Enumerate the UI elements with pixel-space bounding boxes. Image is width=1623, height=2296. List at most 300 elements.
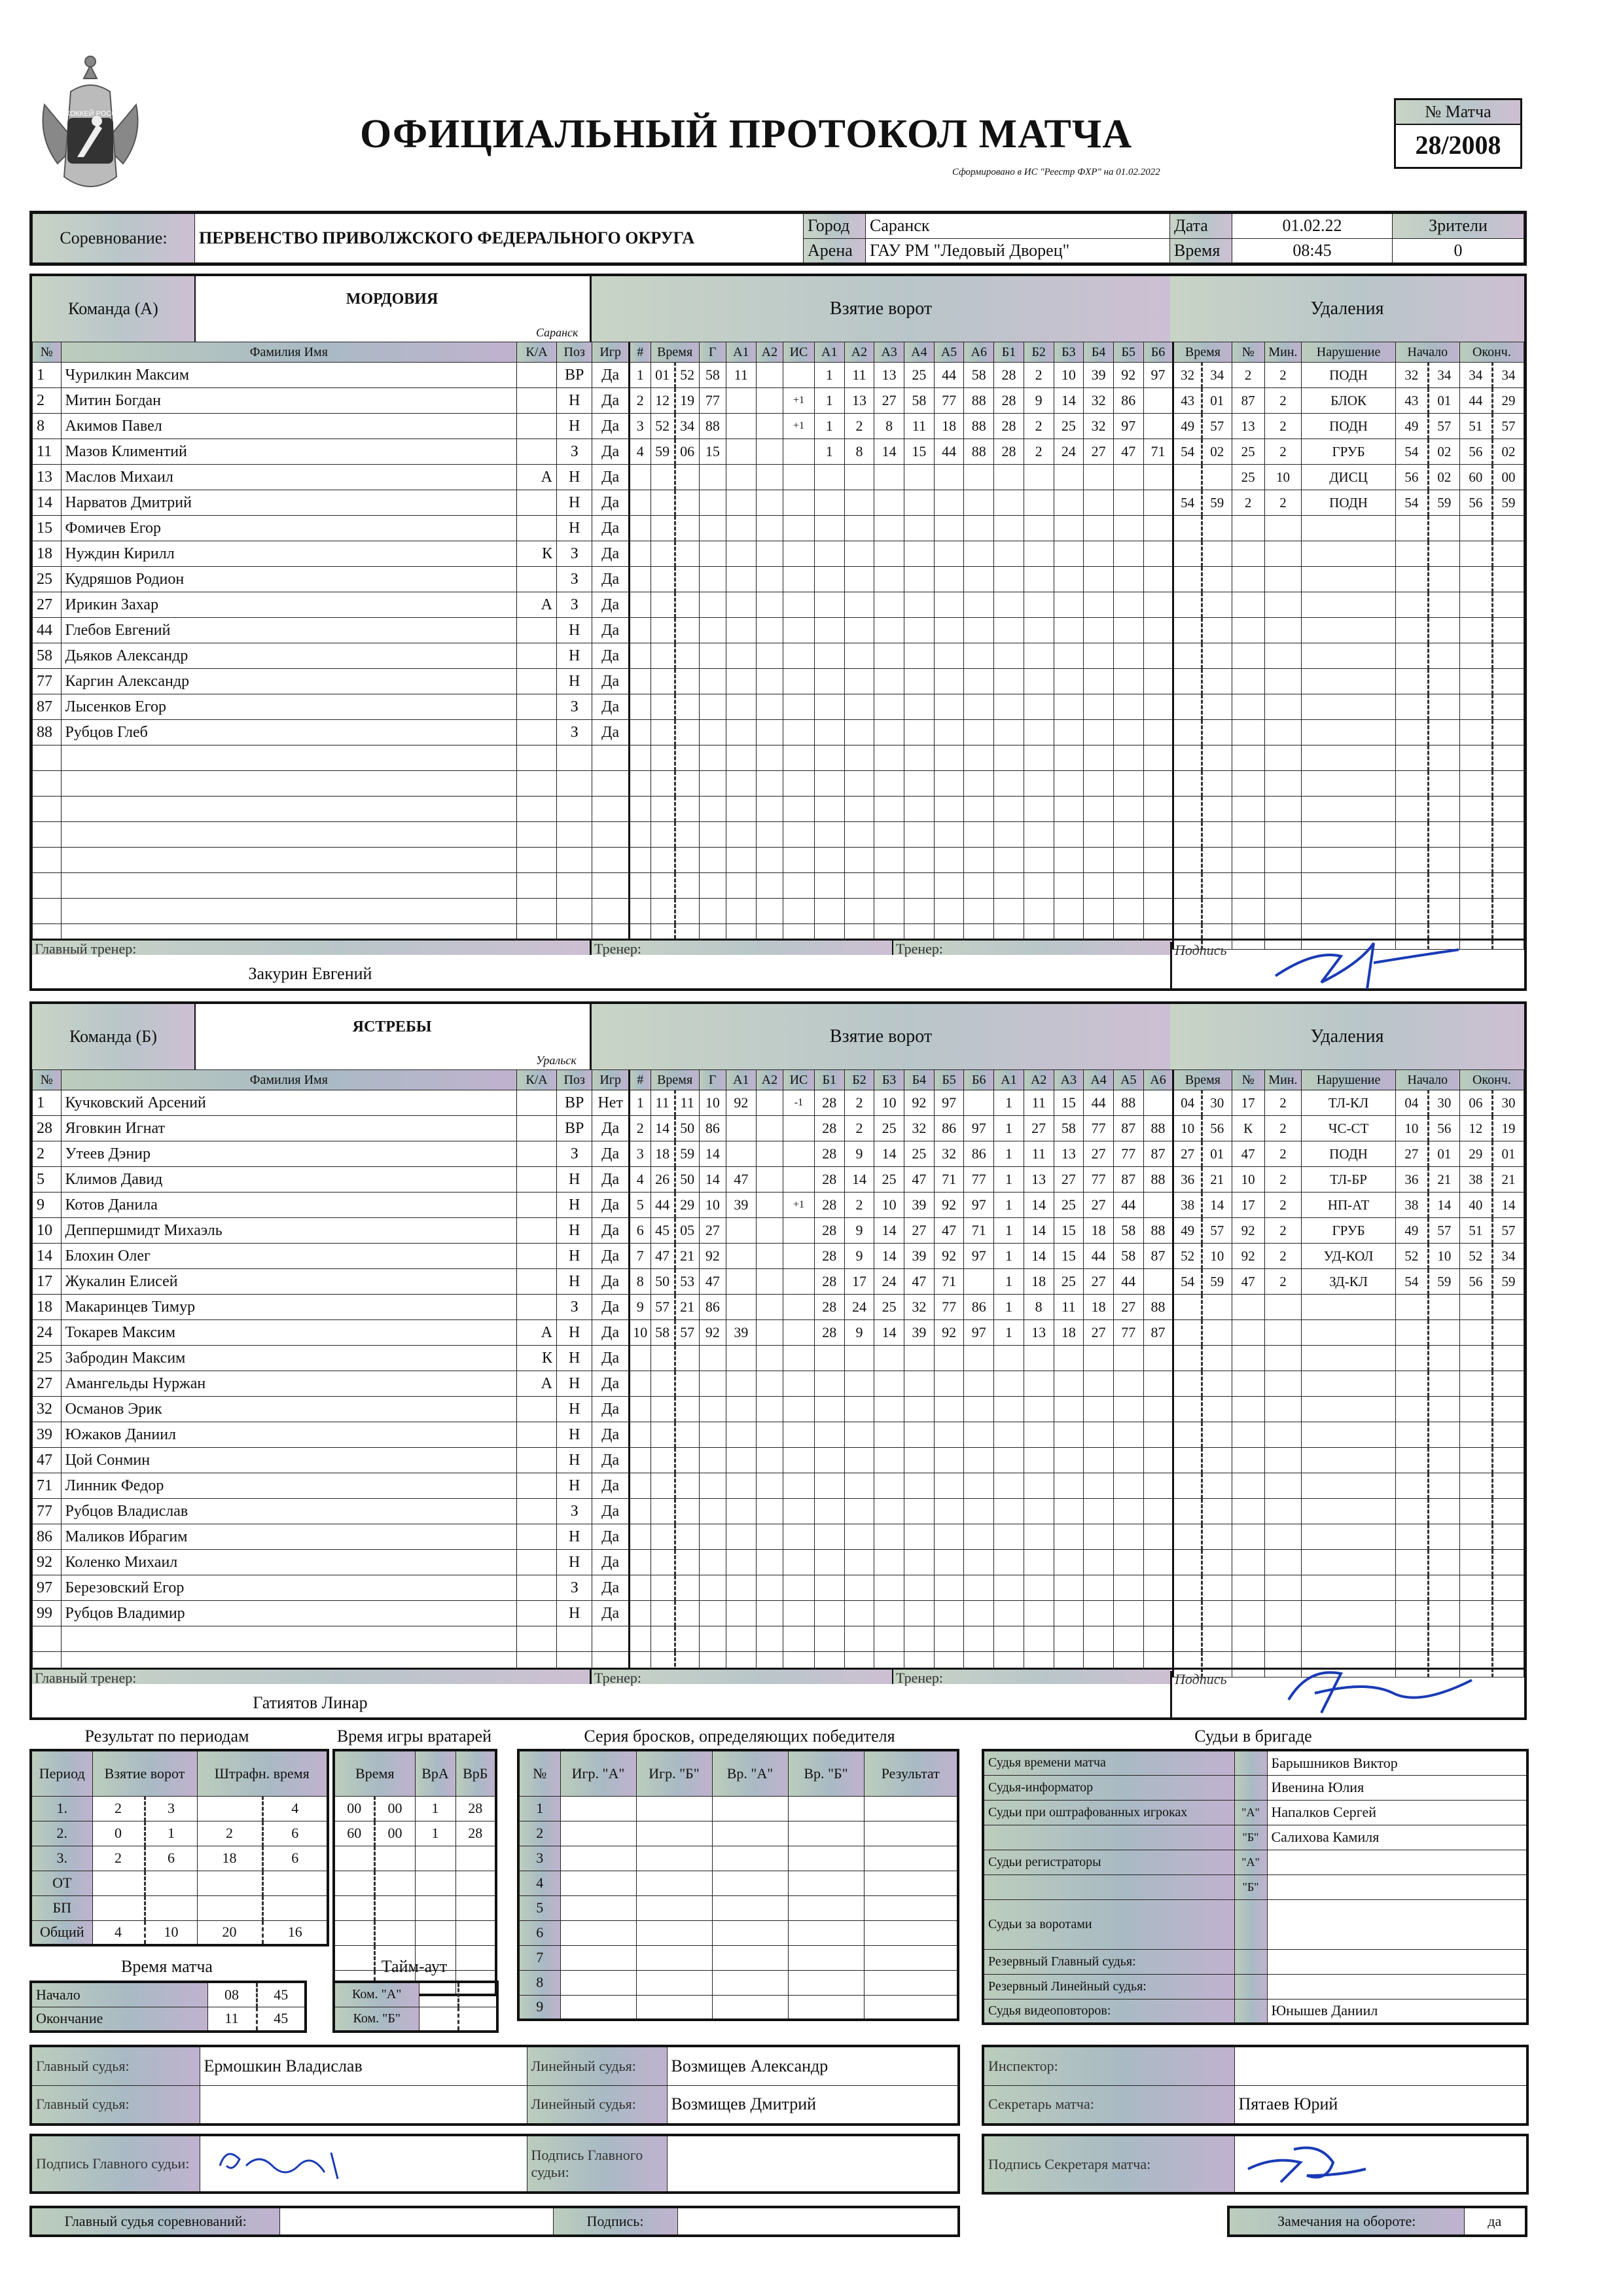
- penalty-cell: [1232, 797, 1264, 822]
- penalty-cell: [1492, 541, 1524, 567]
- goal-cell: [629, 822, 651, 848]
- goal-cell: 25: [874, 1295, 904, 1320]
- goal-cell: 58: [1113, 1244, 1143, 1269]
- goal-cell: [1084, 1524, 1114, 1550]
- player-row: [33, 1269, 1524, 1295]
- officials-table: [982, 1749, 1529, 2025]
- goal-cell: [1054, 822, 1084, 848]
- player-position: Н: [557, 490, 592, 516]
- official-name: [1267, 1874, 1527, 1899]
- date-label: Дата: [1170, 214, 1232, 239]
- shootout-col-header: Вр. "Б": [788, 1750, 864, 1796]
- goal-cell: [675, 465, 699, 490]
- player-name: [61, 745, 517, 771]
- penalty-cell: [1395, 848, 1428, 873]
- player-row: [33, 771, 1524, 797]
- penalty-cell: [1492, 771, 1524, 797]
- goal-cell: 28: [814, 1090, 844, 1116]
- goal-cell: [651, 694, 675, 720]
- goal-cell: 92: [934, 1320, 964, 1346]
- penalty-cell: 52: [1395, 1244, 1428, 1269]
- player-number: 11: [33, 439, 62, 465]
- penalty-cell: [1173, 541, 1202, 567]
- goal-cell: [994, 797, 1024, 822]
- goal-cell: 92: [699, 1244, 726, 1269]
- goal-cell: [1143, 669, 1173, 694]
- player-name: Нарватов Дмитрий: [61, 490, 517, 516]
- player-name: Котов Данила: [61, 1193, 517, 1218]
- goal-cell: 25: [1054, 1269, 1084, 1295]
- goal-cell: [1143, 745, 1173, 771]
- penalty-cell: [1492, 822, 1524, 848]
- goal-col-header: Б3: [1054, 342, 1084, 363]
- player-plays: Да: [592, 669, 630, 694]
- goal-cell: 10: [629, 1320, 651, 1346]
- player-captain: [517, 822, 557, 848]
- goal-cell: 1: [994, 1141, 1024, 1167]
- goal-cell: [756, 363, 783, 388]
- goal-cell: [651, 1601, 675, 1626]
- penalty-cell: 29: [1492, 388, 1524, 414]
- goal-cell: [874, 873, 904, 899]
- penalty-cell: [1459, 618, 1492, 643]
- penalty-col-header: Оконч.: [1459, 1070, 1524, 1090]
- shootout-cell: [636, 1895, 712, 1920]
- goal-cell: [934, 490, 964, 516]
- goal-cell: 77: [1084, 1116, 1114, 1141]
- player-name: Лысенков Егор: [61, 694, 517, 720]
- goal-cell: 97: [964, 1116, 994, 1141]
- goal-cell: 47: [904, 1167, 935, 1193]
- goal-cell: [675, 516, 699, 541]
- penalty-cell: 2: [1264, 439, 1302, 465]
- goal-cell: [814, 745, 844, 771]
- goal-col-header: Время: [651, 342, 699, 363]
- penalty-cell: [1173, 771, 1202, 797]
- goal-cell: [756, 745, 783, 771]
- player-number: 32: [33, 1397, 62, 1422]
- goal-cell: [964, 1090, 994, 1116]
- player-captain: [517, 873, 557, 899]
- info-bar: [29, 211, 1527, 266]
- goalie-row: [334, 1796, 496, 1821]
- penalty-cell: [1232, 1499, 1264, 1524]
- goal-cell: [814, 1371, 844, 1397]
- goal-cell: 58: [651, 1320, 675, 1346]
- goal-cell: [964, 771, 994, 797]
- penalty-cell: [1459, 873, 1492, 899]
- goal-cell: [675, 1422, 699, 1448]
- player-row: [33, 1575, 1524, 1601]
- goal-cell: 14: [874, 1320, 904, 1346]
- player-plays: Да: [592, 1116, 630, 1141]
- goalie-cell: 1: [415, 1821, 455, 1846]
- player-position: ВР: [557, 1116, 592, 1141]
- goal-cell: [814, 771, 844, 797]
- goal-cell: [1143, 899, 1173, 924]
- penalty-cell: [1302, 1320, 1396, 1346]
- penalty-cell: [1232, 1626, 1264, 1652]
- penalty-cell: 01: [1428, 388, 1459, 414]
- goal-cell: [844, 1550, 874, 1575]
- player-position: ВР: [557, 1090, 592, 1116]
- goal-cell: [699, 694, 726, 720]
- goal-cell: [726, 1448, 756, 1473]
- goal-cell: [629, 1601, 651, 1626]
- goal-cell: [1084, 771, 1114, 797]
- goal-cell: 18: [1054, 1320, 1084, 1346]
- ka-header: К/А: [517, 1070, 557, 1090]
- goal-cell: [934, 694, 964, 720]
- goal-cell: [651, 1448, 675, 1473]
- shootout-cell: [864, 1945, 958, 1970]
- goal-cell: 28: [994, 363, 1024, 388]
- goal-cell: [699, 720, 726, 745]
- penalty-cell: [1264, 1295, 1302, 1320]
- goal-cell: 9: [844, 1320, 874, 1346]
- goal-cell: 15: [1054, 1218, 1084, 1244]
- player-position: Н: [557, 1397, 592, 1422]
- player-plays: Да: [592, 1141, 630, 1167]
- goal-cell: 21: [675, 1244, 699, 1269]
- goal-cell: [675, 1601, 699, 1626]
- player-row: [33, 848, 1524, 873]
- goal-cell: [1024, 1422, 1054, 1448]
- goal-cell: [844, 1575, 874, 1601]
- goal-cell: [699, 592, 726, 618]
- player-plays: Да: [592, 516, 630, 541]
- player-position: З: [557, 1295, 592, 1320]
- shootout-cell: [788, 1846, 864, 1871]
- goal-cell: [629, 465, 651, 490]
- goal-cell: [814, 1575, 844, 1601]
- goal-cell: 8: [844, 439, 874, 465]
- goal-cell: [994, 694, 1024, 720]
- goal-cell: [904, 1448, 935, 1473]
- goal-col-header: Время: [651, 1070, 699, 1090]
- goal-cell: 18: [1084, 1295, 1114, 1320]
- goal-cell: 27: [1084, 1193, 1114, 1218]
- goal-cell: 18: [1024, 1269, 1054, 1295]
- penalty-cell: 30: [1202, 1090, 1232, 1116]
- penalty-cell: [1428, 848, 1459, 873]
- goal-cell: [1113, 567, 1143, 592]
- goal-cell: 15: [699, 439, 726, 465]
- goal-cell: [1054, 1550, 1084, 1575]
- penalty-cell: [1492, 643, 1524, 669]
- goal-cell: [629, 567, 651, 592]
- penalty-col-header: Начало: [1395, 1070, 1459, 1090]
- goal-cell: [814, 1422, 844, 1448]
- goal-cell: 52: [651, 414, 675, 439]
- goal-cell: [756, 541, 783, 567]
- penalty-cell: [1202, 720, 1232, 745]
- goal-cell: [1084, 1601, 1114, 1626]
- penalty-cell: [1302, 771, 1396, 797]
- penalty-cell: [1395, 1371, 1428, 1397]
- goal-cell: 15: [1054, 1244, 1084, 1269]
- penalty-cell: [1264, 848, 1302, 873]
- goal-cell: [814, 822, 844, 848]
- goalie-time-title: Время игры вратарей: [336, 1727, 492, 1746]
- goal-cell: 53: [675, 1269, 699, 1295]
- goal-cell: [783, 694, 815, 720]
- goal-cell: [629, 516, 651, 541]
- player-captain: [517, 1550, 557, 1575]
- penalty-cell: [1173, 1626, 1202, 1652]
- player-number: [33, 848, 62, 873]
- shootout-cell: [788, 1871, 864, 1895]
- player-position: Н: [557, 1473, 592, 1499]
- penalty-cell: [1459, 1626, 1492, 1652]
- goal-cell: 77: [1113, 1320, 1143, 1346]
- penalty-cell: 59: [1428, 490, 1459, 516]
- penalty-cell: [1428, 1397, 1459, 1422]
- official-role: Судья времени матча: [983, 1750, 1234, 1775]
- player-row: [33, 797, 1524, 822]
- shootout-cell: [788, 1945, 864, 1970]
- goal-cell: 47: [904, 1269, 935, 1295]
- goalie-cell: [415, 1895, 455, 1920]
- penalty-cell: [1459, 1422, 1492, 1448]
- shootout-cell: [636, 1995, 712, 2020]
- penalty-cell: 2: [1264, 414, 1302, 439]
- goal-cell: 2: [844, 1090, 874, 1116]
- goal-cell: 97: [934, 1090, 964, 1116]
- goal-cell: [964, 1575, 994, 1601]
- penalty-cell: [1264, 669, 1302, 694]
- goal-cell: 2: [629, 1116, 651, 1141]
- penalty-cell: [1302, 745, 1396, 771]
- player-plays: Нет: [592, 1090, 630, 1116]
- player-number: 17: [33, 1269, 62, 1295]
- goal-cell: [934, 1473, 964, 1499]
- goal-cell: [994, 618, 1024, 643]
- goal-cell: [726, 1575, 756, 1601]
- penalty-col-header: Мин.: [1264, 342, 1302, 363]
- player-captain: [517, 1116, 557, 1141]
- goal-cell: +1: [783, 1193, 815, 1218]
- player-position: Н: [557, 516, 592, 541]
- goal-cell: 39: [904, 1320, 935, 1346]
- penalty-cell: [1459, 1601, 1492, 1626]
- penalty-cell: [1202, 1371, 1232, 1397]
- penalty-cell: [1459, 822, 1492, 848]
- goal-cell: [651, 465, 675, 490]
- goal-cell: [964, 899, 994, 924]
- penalty-cell: 27: [1395, 1141, 1428, 1167]
- goal-cell: [934, 1550, 964, 1575]
- player-position: Н: [557, 1269, 592, 1295]
- player-row: [33, 720, 1524, 745]
- shootout-cell: [560, 1821, 636, 1846]
- goal-cell: [874, 1371, 904, 1397]
- goal-cell: [1054, 1601, 1084, 1626]
- player-number: 27: [33, 592, 62, 618]
- goal-cell: [1024, 745, 1054, 771]
- penalty-cell: ТЛ-БР: [1302, 1167, 1396, 1193]
- goal-cell: [874, 1575, 904, 1601]
- goal-cell: [783, 873, 815, 899]
- penalty-cell: 2: [1264, 1141, 1302, 1167]
- goal-cell: 25: [874, 1167, 904, 1193]
- goal-cell: [1143, 848, 1173, 873]
- shootout-cell: [560, 1796, 636, 1821]
- penalty-cell: 2: [1264, 388, 1302, 414]
- penalty-cell: 49: [1395, 414, 1428, 439]
- player-captain: [517, 1499, 557, 1524]
- penalty-cell: 2: [1232, 363, 1264, 388]
- goal-cell: [651, 618, 675, 643]
- player-plays: Да: [592, 1320, 630, 1346]
- goal-cell: [934, 669, 964, 694]
- player-captain: [517, 694, 557, 720]
- penalty-cell: [1202, 516, 1232, 541]
- player-row: [33, 1193, 1524, 1218]
- goal-cell: +1: [783, 388, 815, 414]
- player-number: [33, 745, 62, 771]
- team-b-penalties-label: Удаления: [1170, 1004, 1524, 1069]
- goal-cell: [934, 465, 964, 490]
- shootout-col-header: Вр. "А": [712, 1750, 788, 1796]
- goal-cell: 11: [726, 363, 756, 388]
- goal-cell: [756, 592, 783, 618]
- penalty-cell: 01: [1202, 388, 1232, 414]
- goal-cell: [675, 1371, 699, 1397]
- goal-cell: [964, 516, 994, 541]
- shootout-row: [518, 1995, 958, 2020]
- goal-cell: [783, 618, 815, 643]
- match-start-label: Начало: [31, 1982, 207, 2007]
- goal-cell: 86: [964, 1141, 994, 1167]
- goal-cell: 47: [1113, 439, 1143, 465]
- chief-sig-label: Подпись:: [553, 2207, 677, 2236]
- player-name: Ирикин Захар: [61, 592, 517, 618]
- official-team: "Б": [1234, 1825, 1267, 1850]
- team-a-city: Саранск: [536, 326, 579, 339]
- goal-cell: 1: [814, 388, 844, 414]
- team-b-head-coach: Гатиятов Линар: [253, 1693, 368, 1712]
- official-team: [1234, 1775, 1267, 1800]
- goal-cell: [1143, 567, 1173, 592]
- goal-cell: [1143, 720, 1173, 745]
- goal-cell: [844, 848, 874, 873]
- player-position: З: [557, 541, 592, 567]
- goal-cell: [1113, 694, 1143, 720]
- player-number: [33, 1626, 62, 1652]
- goal-cell: [844, 899, 874, 924]
- penalty-cell: [1302, 618, 1396, 643]
- player-row: [33, 1422, 1524, 1448]
- goal-cell: 88: [1143, 1167, 1173, 1193]
- goal-cell: [629, 1422, 651, 1448]
- player-captain: [517, 720, 557, 745]
- penalty-cell: [1264, 720, 1302, 745]
- player-position: Н: [557, 1193, 592, 1218]
- goal-cell: [874, 1397, 904, 1422]
- goal-cell: [783, 1320, 815, 1346]
- goal-cell: 27: [1084, 1269, 1114, 1295]
- goal-cell: 92: [1113, 363, 1143, 388]
- goal-cell: [699, 490, 726, 516]
- player-captain: [517, 1193, 557, 1218]
- goal-cell: [756, 1550, 783, 1575]
- official-team: "Б": [1234, 1874, 1267, 1899]
- goal-cell: [874, 720, 904, 745]
- penalty-cell: [1264, 1626, 1302, 1652]
- player-captain: [517, 490, 557, 516]
- penalty-cell: 2: [1264, 1269, 1302, 1295]
- goal-cell: [756, 1601, 783, 1626]
- penalty-cell: [1492, 567, 1524, 592]
- period-pen-a: [197, 1871, 262, 1895]
- goal-cell: [994, 899, 1024, 924]
- penalty-cell: [1232, 1448, 1264, 1473]
- goal-cell: 58: [904, 388, 935, 414]
- goal-cell: [844, 490, 874, 516]
- penalty-cell: [1459, 899, 1492, 924]
- goal-cell: 86: [964, 1295, 994, 1320]
- goal-cell: [934, 797, 964, 822]
- goal-cell: [814, 797, 844, 822]
- goal-cell: [1113, 1550, 1143, 1575]
- goal-cell: [1054, 873, 1084, 899]
- player-plays: Да: [592, 720, 630, 745]
- goal-cell: 26: [651, 1167, 675, 1193]
- penalty-cell: [1395, 1575, 1428, 1601]
- goal-cell: [726, 1473, 756, 1499]
- penalty-cell: [1232, 745, 1264, 771]
- goal-cell: [874, 797, 904, 822]
- goal-cell: [814, 541, 844, 567]
- goal-cell: [994, 1601, 1024, 1626]
- goal-cell: [1143, 1448, 1173, 1473]
- goal-cell: [904, 1346, 935, 1371]
- penalty-cell: [1459, 1397, 1492, 1422]
- player-name: Митин Богдан: [61, 388, 517, 414]
- goal-cell: 77: [699, 388, 726, 414]
- goal-cell: [756, 643, 783, 669]
- team-b-label: Команда (Б): [32, 1004, 196, 1069]
- goal-cell: [675, 899, 699, 924]
- penalty-cell: [1173, 1397, 1202, 1422]
- penalty-cell: ПОДН: [1302, 490, 1396, 516]
- penalty-cell: [1202, 822, 1232, 848]
- line-ref2: Возмищев Дмитрий: [667, 2085, 959, 2125]
- goal-cell: [1143, 592, 1173, 618]
- period-pen-a: [197, 1796, 262, 1821]
- goal-cell: [994, 1397, 1024, 1422]
- goal-cell: [1084, 1550, 1114, 1575]
- penalty-cell: [1173, 516, 1202, 541]
- goal-cell: [1143, 1626, 1173, 1652]
- goal-col-header: А1: [814, 342, 844, 363]
- goal-cell: 8: [1024, 1295, 1054, 1320]
- goal-cell: [1024, 1524, 1054, 1550]
- goal-cell: [1024, 1626, 1054, 1652]
- goal-cell: 14: [874, 1218, 904, 1244]
- player-plays: Да: [592, 1371, 630, 1397]
- goal-cell: [934, 1448, 964, 1473]
- goal-cell: [874, 592, 904, 618]
- goal-col-header: А2: [844, 342, 874, 363]
- penalty-cell: 17: [1232, 1090, 1264, 1116]
- goal-col-header: Г: [699, 342, 726, 363]
- goal-cell: [629, 797, 651, 822]
- goal-cell: 28: [814, 1218, 844, 1244]
- penalty-cell: [1264, 567, 1302, 592]
- player-position: З: [557, 1575, 592, 1601]
